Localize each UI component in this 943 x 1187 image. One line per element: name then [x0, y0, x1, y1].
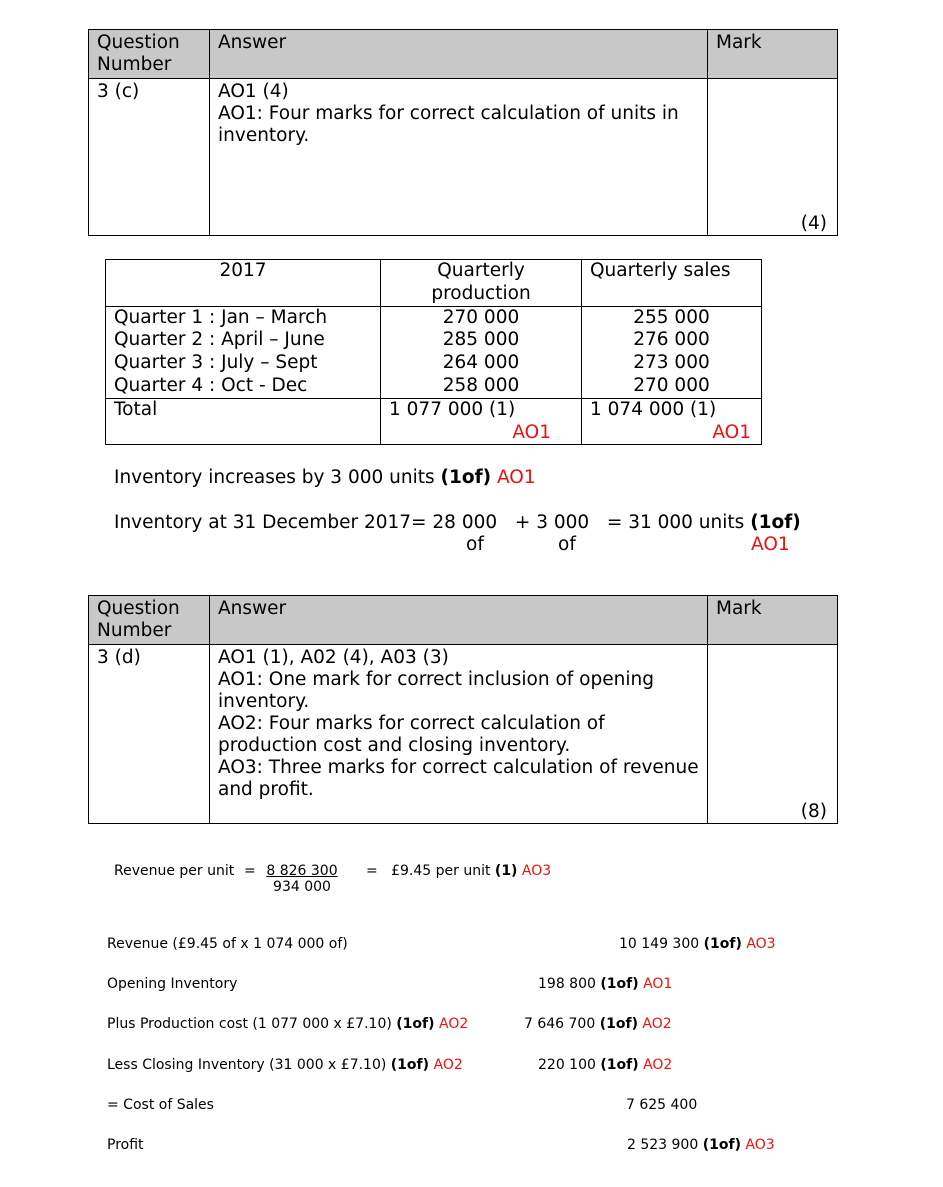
calc-production-value-line	[524, 1016, 672, 1032]
calc-closing-label-ao: AO2	[433, 1057, 463, 1073]
q3d-answer-line-1: AO1 (1), A02 (4), A03 (3)	[218, 647, 449, 668]
revenue-per-unit-equals-1: =	[244, 863, 256, 879]
inventory-increase-ao: AO1	[496, 467, 536, 488]
calc-revenue-value: 10 149 300	[619, 936, 700, 952]
quarterly-total-sales-cell	[582, 398, 762, 445]
inventory-closing-text-c: = 31 000 units	[606, 512, 745, 533]
quarter-1-label: Quarter 1 : Jan – March	[106, 306, 381, 329]
q3c-answer-line-2: AO1: Four marks for correct calculation of units in inventory.	[218, 103, 679, 146]
calc-production-label: Plus Production cost (1 077 000 x £7.10)	[107, 1016, 392, 1032]
quarter-4-sales: 270 000	[582, 375, 762, 398]
quarterly-header-sales: Quarterly sales	[582, 260, 762, 307]
calc-closing-value: 220 100	[538, 1057, 596, 1073]
revenue-per-unit-equals-2: =	[366, 863, 378, 879]
calc-profit-value-line	[627, 1137, 775, 1153]
inventory-increase-line	[114, 467, 536, 489]
q3d-mark-total: (8)	[800, 801, 827, 822]
inventory-closing-line	[114, 512, 801, 534]
quarter-1-production: 270 000	[381, 306, 582, 329]
q3c-body-row	[89, 79, 838, 236]
inventory-closing-ao: AO1	[751, 534, 790, 555]
quarter-2-label: Quarter 2 : April – June	[106, 329, 381, 352]
quarter-3-production: 264 000	[381, 352, 582, 375]
calc-profit-mark: (1of)	[702, 1137, 741, 1153]
calc-production-label-mark: (1of)	[396, 1016, 435, 1032]
calc-production-ao: AO2	[642, 1016, 672, 1032]
quarter-1-sales: 255 000	[582, 306, 762, 329]
revenue-per-unit-ao: AO3	[521, 863, 552, 879]
q3d-answer-line-2: AO1: One mark for correct inclusion of opening inventory.	[218, 669, 654, 712]
calc-revenue-mark: (1of)	[703, 936, 742, 952]
quarter-4-label: Quarter 4 : Oct - Dec	[106, 375, 381, 398]
calc-revenue-label: Revenue (£9.45 of x 1 074 000 of)	[107, 936, 348, 952]
q3c-header-question: Question Number	[89, 30, 210, 79]
revenue-per-unit-result: £9.45 per unit	[391, 863, 491, 879]
quarterly-total-row	[106, 398, 762, 445]
inventory-increase-mark: (1of)	[440, 467, 492, 488]
revenue-per-unit-denominator: 934 000	[273, 879, 331, 895]
quarterly-row	[106, 329, 762, 352]
calc-closing-label: Less Closing Inventory (31 000 x £7.10)	[107, 1057, 387, 1073]
revenue-per-unit-mark: (1)	[494, 863, 518, 879]
q3d-answer-line-4: AO3: Three marks for correct calculation of revenue and profit.	[218, 757, 699, 800]
quarter-3-label: Quarter 3 : July – Sept	[106, 352, 381, 375]
calc-opening-ao: AO1	[643, 976, 673, 992]
calc-opening-value: 198 800	[538, 976, 596, 992]
calc-production-label-line	[107, 1016, 468, 1032]
quarterly-total-production-cell	[381, 398, 582, 445]
calc-production-mark: (1of)	[599, 1016, 638, 1032]
inventory-increase-text: Inventory increases by 3 000 units	[114, 467, 435, 488]
calc-closing-mark: (1of)	[600, 1057, 639, 1073]
q3d-header-mark: Mark	[708, 596, 838, 645]
q3c-mark-cell	[708, 79, 838, 236]
quarterly-total-sales: 1 074 000 (1)	[590, 398, 717, 420]
inventory-of-1: of	[466, 534, 484, 555]
quarterly-table	[105, 259, 762, 445]
q3c-mark-total: (4)	[800, 213, 827, 234]
calc-revenue-value-line	[619, 936, 776, 952]
quarterly-row	[106, 306, 762, 329]
calc-revenue-ao: AO3	[746, 936, 776, 952]
q3d-mark-cell	[708, 645, 838, 824]
quarterly-total-sales-ao: AO1	[712, 421, 751, 443]
q3c-table	[88, 29, 838, 236]
q3d-body-row	[89, 645, 838, 824]
calc-closing-value-line	[538, 1057, 672, 1073]
inventory-closing-text-b: + 3 000	[514, 512, 590, 533]
inventory-closing-text-a: Inventory at 31 December 2017= 28 000	[114, 512, 498, 533]
quarterly-total-label: Total	[106, 398, 381, 445]
q3c-answer	[210, 79, 708, 236]
q3d-question-number: 3 (d)	[89, 645, 210, 824]
q3c-header-mark: Mark	[708, 30, 838, 79]
calc-opening-mark: (1of)	[600, 976, 639, 992]
quarter-2-sales: 276 000	[582, 329, 762, 352]
q3d-answer	[210, 645, 708, 824]
quarterly-header-production: Quarterly production	[381, 260, 582, 307]
q3d-header-question: Question Number	[89, 596, 210, 645]
calc-closing-label-mark: (1of)	[390, 1057, 430, 1073]
calc-cost-of-sales-label: = Cost of Sales	[107, 1097, 214, 1113]
q3d-header-answer: Answer	[210, 596, 708, 645]
calc-opening-value-line	[538, 976, 672, 992]
calc-cost-of-sales-value: 7 625 400	[626, 1097, 698, 1113]
revenue-per-unit-numerator: 8 826 300	[266, 863, 338, 879]
revenue-per-unit-label: Revenue per unit	[114, 863, 235, 879]
quarterly-row	[106, 375, 762, 398]
quarterly-total-production: 1 077 000 (1)	[389, 398, 516, 420]
calc-closing-label-line	[107, 1057, 463, 1073]
q3d-answer-line-3: AO2: Four marks for correct calculation of production cost and closing inventory.	[218, 713, 605, 756]
inventory-closing-mark: (1of)	[750, 512, 801, 533]
quarter-4-production: 258 000	[381, 375, 582, 398]
quarter-3-sales: 273 000	[582, 352, 762, 375]
q3c-question-number: 3 (c)	[89, 79, 210, 236]
q3d-table	[88, 595, 838, 824]
q3c-header-answer: Answer	[210, 30, 708, 79]
q3c-answer-line-1: AO1 (4)	[218, 81, 289, 102]
quarterly-total-production-ao: AO1	[512, 421, 551, 443]
calc-closing-ao: AO2	[643, 1057, 673, 1073]
calc-production-label-ao: AO2	[438, 1016, 469, 1032]
quarterly-header-row	[106, 260, 762, 307]
quarter-2-production: 285 000	[381, 329, 582, 352]
calc-production-value: 7 646 700	[524, 1016, 596, 1032]
q3c-header-row	[89, 30, 838, 79]
inventory-of-2: of	[558, 534, 576, 555]
calc-profit-ao: AO3	[745, 1137, 775, 1153]
quarterly-row	[106, 352, 762, 375]
quarterly-header-year: 2017	[106, 260, 381, 307]
calc-profit-label: Profit	[107, 1137, 144, 1153]
calc-opening-label: Opening Inventory	[107, 976, 238, 992]
calc-profit-value: 2 523 900	[627, 1137, 699, 1153]
revenue-per-unit-result-line	[366, 863, 551, 879]
q3d-header-row	[89, 596, 838, 645]
